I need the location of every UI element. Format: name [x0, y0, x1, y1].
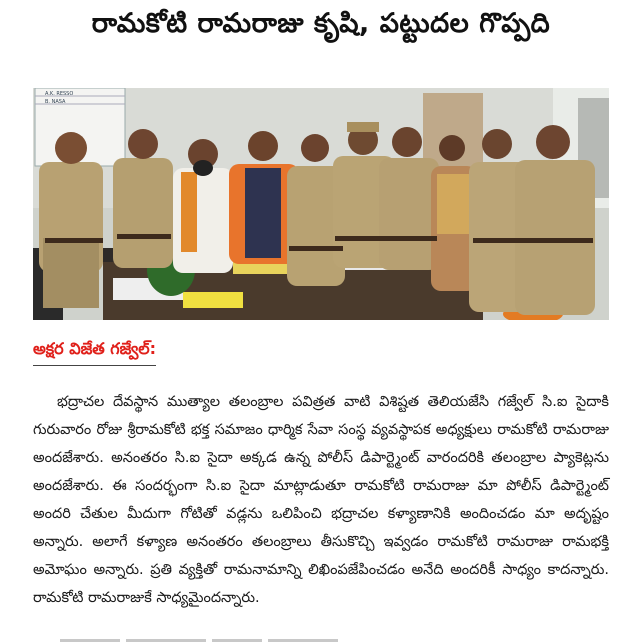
board-row-1: A.K. RESSO — [45, 91, 74, 97]
article-paragraph: భద్రాచల దేవస్థాన ముత్యాల తలంబ్రాల పవిత్రత వాటి విశిష్టత తెలియజేసి గజ్వేల్ సి.ఐ సైదాకి గురువారం రోజు శ్రీరామకోటి భక్త సమాజం ధార్మిక సేవా సంస్థ వ్యవస్థాపక అధ్యక్షులు రామకోటి రామరాజు అందజేశారు. అనంతరం సి.ఐ సైదా అక్కడ ఉన్న పోలీస్ డిపార్ట్మెంట్ వారందరికి తలంబ్రాల ప్యాకెట్లను అందజేశారు. ఈ సందర్భంగా సి.ఐ సైదా మాట్లాడుతూ రామకోటి రామరాజు మా పోలీస్ డిపార్ట్మెంట్ అందరి చేతుల మీదుగా గోటితో వడ్లను ఒలిపించి భద్రాచల కళ్యాణానికి అందించడం మా అదృష్టం అన్నారు. అలాగే కళ్యాణ అనంతరం తలంబ్రాలు తీసుకొచ్చి ఇవ్వడం రామకోటి రామరాజు రామభక్తి అమోఘం అన్నారు. ప్రతి వ్యక్తితో రామనామాన్ని లిఖింపజేపించడం అనేది అందరికీ సాధ్యం కాదన్నారు. రామకోటి రామరాజుకే సాధ్యమైందన్నారు. — [33, 394, 609, 606]
headline: రామకోటి రామరాజు కృషి, పట్టుదల గొప్పది — [91, 8, 551, 39]
news-photo — [33, 88, 609, 320]
board-row-2: B. NASA — [45, 99, 66, 105]
article-body — [33, 388, 609, 612]
byline: అక్షర విజేత గజ్వేల్: — [33, 339, 156, 366]
group-photo-illustration — [33, 88, 609, 320]
